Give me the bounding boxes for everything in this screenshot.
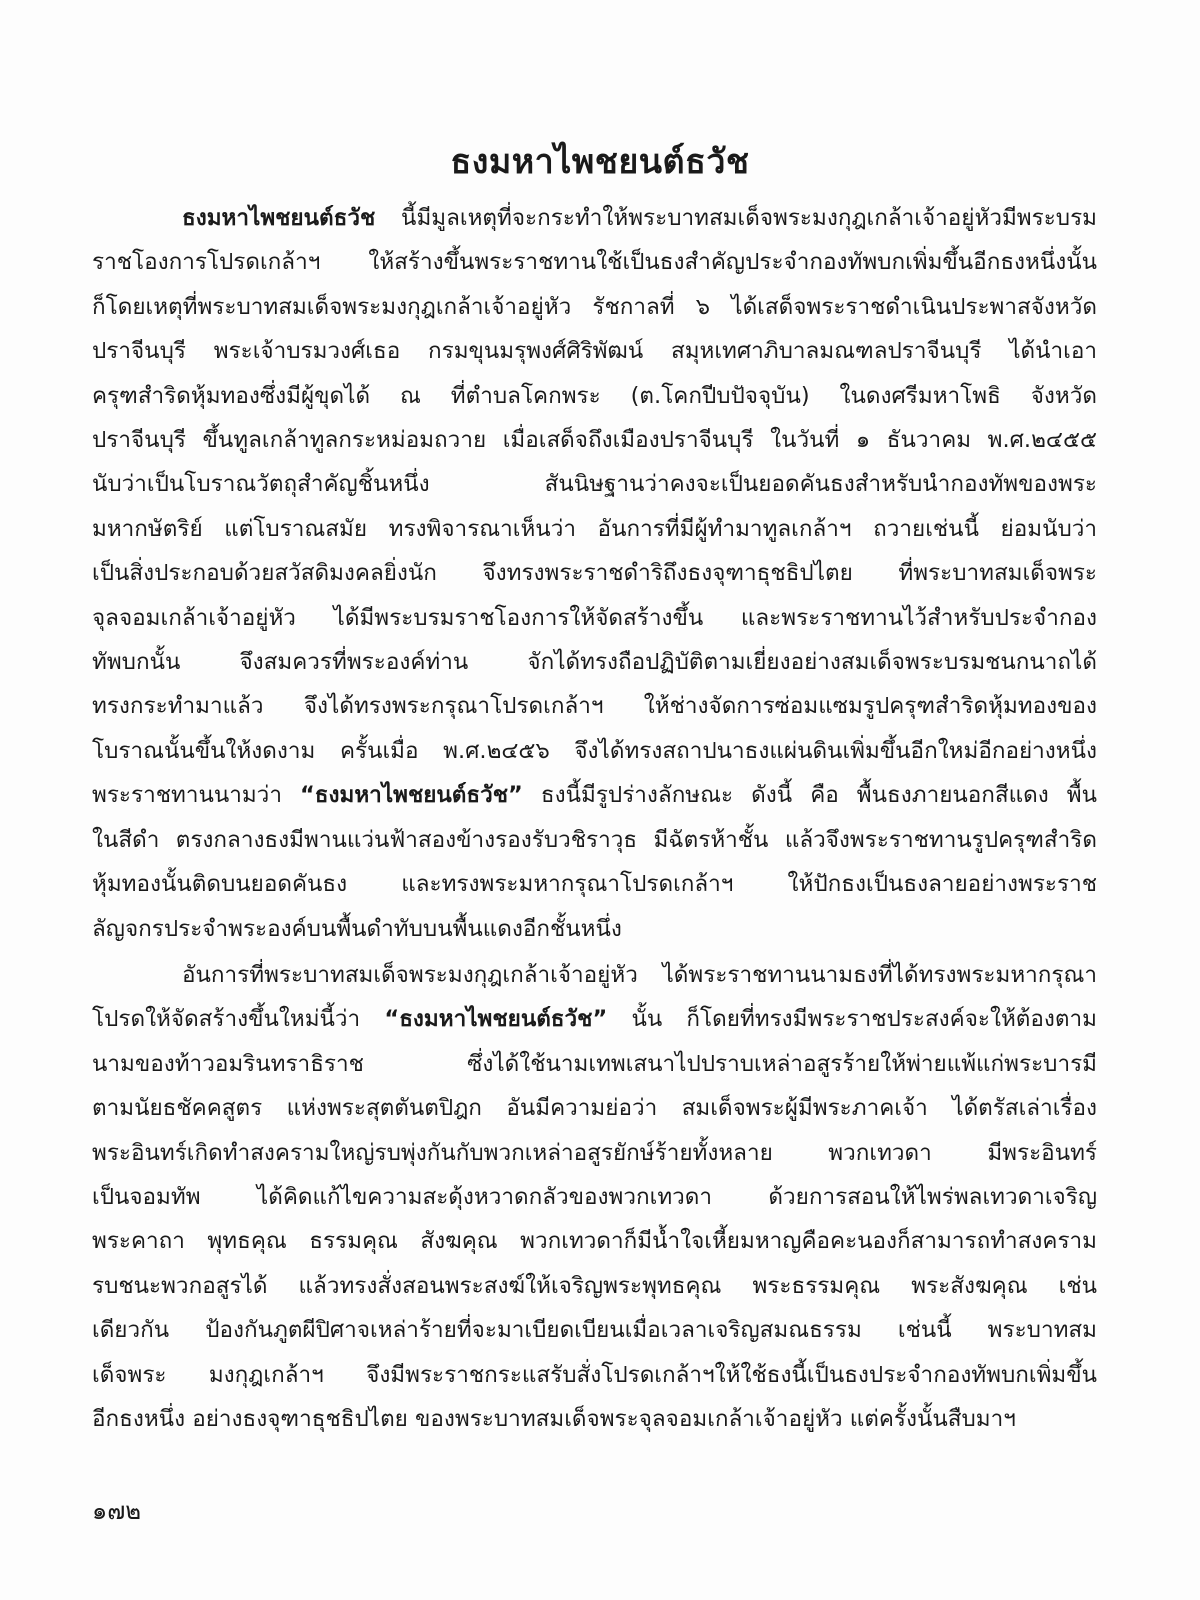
text-line: ครุฑสำริดหุ้มทองซึ่งมีผู้ขุดได้ ณ ที่ตำบลโคกพระ (ต.โคกปีบปัจจุบัน) ในดงศรีมหาโพธิ จังหวัด [92,382,1097,409]
text-line [92,196,1097,240]
text-line: ทัพบกนั้น จึงสมควรที่พระองค์ท่าน จักได้ทรงถือปฏิบัติตามเยี่ยงอย่างสมเด็จพระบรมชนกนาถได้ [92,649,1097,676]
line-text: ธงนี้มีรูปร่างลักษณะ ดังนี้ คือ พื้นธงภายนอกสีแดง พื้น [522,782,1097,809]
paragraph-1 [92,196,1097,951]
line-text: นี้มีมูลเหตุที่จะกระทำให้พระบาทสมเด็จพระมงกุฎเกล้าเจ้าอยู่หัวมีพระบรม [375,205,1097,231]
text-line: พระคาถา พุทธคุณ ธรรมคุณ สังฆคุณ พวกเทวดาก็มีน้ำใจเหี้ยมหาญคือคะนองก็สามารถทำสงคราม [92,1228,1097,1255]
line-text: โปรดให้จัดสร้างขึ้นใหม่นี้ว่า [92,1006,385,1033]
page-title: ธงมหาไพชยนต์ธวัช [450,142,750,182]
text-line: รบชนะพวกอสูรได้ แล้วทรงสั่งสอนพระสงฆ์ให้เจริญพระพุทธคุณ พระธรรมคุณ พระสังฆคุณ เช่น [92,1272,1097,1299]
text-line: หุ้มทองนั้นติดบนยอดคันธง และทรงพระมหากรุณาโปรดเกล้าฯ ให้ปักธงเป็นธงลายอย่างพระราช [92,871,1097,898]
text-line: อีกธงหนึ่ง อย่างธงจุฑาธุชธิปไตย ของพระบาทสมเด็จพระจุลจอมเกล้าเจ้าอยู่หัว แต่ครั้งนั้นสืบมาฯ [92,1405,1016,1432]
text-line: อันการที่พระบาทสมเด็จพระมงกุฎเกล้าเจ้าอยู่หัว ได้พระราชทานนามธงที่ได้ทรงพระมหากรุณา [182,961,1097,988]
text-line: ราชโองการโปรดเกล้าฯ ให้สร้างขึ้นพระราชทานใช้เป็นธงสำคัญประจำกองทัพบกเพิ่มขึ้นอีกธงหนึ่งนั้น [92,249,1097,276]
text-line: เดียวกัน ป้องกันภูตผีปิศาจเหล่าร้ายที่จะมาเบียดเบียนเมื่อเวลาเจริญสมณธรรม เช่นนี้ พระบาทสม [92,1317,1097,1344]
text-line: นามของท้าวอมรินทราธิราช ซึ่งได้ใช้นามเทพเสนาไปปราบเหล่าอสูรร้ายให้พ่ายแพ้แก่พระบารมี [92,1050,1097,1077]
text-line: นับว่าเป็นโบราณวัตถุสำคัญชิ้นหนึ่ง สันนิษฐานว่าคงจะเป็นยอดคันธงสำหรับนำกองทัพของพระ [92,471,1097,498]
text-line: ในสีดำ ตรงกลางธงมีพานแว่นฟ้าสองข้างรองรับวชิราวุธ มีฉัตรห้าชั้น แล้วจึงพระราชทานรูปครุฑสำริด [92,826,1097,853]
text-line: ก็โดยเหตุที่พระบาทสมเด็จพระมงกุฎเกล้าเจ้าอยู่หัว รัชกาลที่ ๖ ได้เสด็จพระราชดำเนินประพาสจังหวัด [92,293,1097,320]
bold-flag-name: ธงมหาไพชยนต์ธวัช [182,205,376,231]
text-line [92,997,1097,1041]
text-line: ปราจีนบุรี ขึ้นทูลเกล้าทูลกระหม่อมถวาย เมื่อเสด็จถึงเมืองปราจีนบุรี ในวันที่ ๑ ธันวาคม พ.ศ.๒๔๕๕ [92,427,1097,454]
text-line: เป็นสิ่งประกอบด้วยสวัสดิมงคลยิ่งนัก จึงทรงพระราชดำริถึงธงจุฑาธุชธิปไตย ที่พระบาทสมเด็จพระ [92,560,1097,587]
text-line: โบราณนั้นขึ้นให้งดงาม ครั้นเมื่อ พ.ศ.๒๔๕๖ จึงได้ทรงสถาปนาธงแผ่นดินเพิ่มขึ้นอีกใหม่อีกอย่างหนึ่ง [92,737,1097,764]
text-line: เป็นจอมทัพ ได้คิดแก้ไขความสะดุ้งหวาดกลัวของพวกเทวดา ด้วยการสอนให้ไพร่พลเทวดาเจริญ [92,1183,1097,1210]
page-number: ๑๗๒ [92,1497,142,1525]
text-line: เด็จพระ มงกุฎเกล้าฯ จึงมีพระราชกระแสรับสั่งโปรดเกล้าฯให้ใช้ธงนี้เป็นธงประจำกองทัพบกเพิ่มขึ้น [92,1361,1097,1388]
bold-flag-name: “ธงมหาไพชยนต์ธวัช” [384,1006,608,1033]
line-text: พระราชทานนามว่า [92,782,301,809]
text-line: ทรงกระทำมาแล้ว จึงได้ทรงพระกรุณาโปรดเกล้าฯ ให้ช่างจัดการซ่อมแซมรูปครุฑสำริดหุ้มทองของ [92,693,1097,720]
line-text: นั้น ก็โดยที่ทรงมีพระราชประสงค์จะให้ต้องตาม [607,1006,1097,1033]
text-line: มหากษัตริย์ แต่โบราณสมัย ทรงพิจารณาเห็นว่า อันการที่มีผู้ทำมาทูลเกล้าฯ ถวายเช่นนี้ ย่อมนับว่า [92,515,1097,542]
text-line: พระอินทร์เกิดทำสงครามใหญ่รบพุ่งกันกับพวกเหล่าอสูรยักษ์ร้ายทั้งหลาย พวกเทวดา มีพระอินทร์ [92,1139,1097,1166]
bold-flag-name: “ธงมหาไพชยนต์ธวัช” [300,782,523,809]
text-line: ลัญจกรประจำพระองค์บนพื้นดำทับบนพื้นแดงอีกชั้นหนึ่ง [92,915,622,942]
text-line [92,773,1097,817]
paragraph-2 [92,953,1097,1441]
text-line: ตามนัยธชัคคสูตร แห่งพระสุตตันตปิฎก อันมีความย่อว่า สมเด็จพระผู้มีพระภาคเจ้า ได้ตรัสเล่าเรื่อง [92,1095,1097,1122]
text-line: จุลจอมเกล้าเจ้าอยู่หัว ได้มีพระบรมราชโองการให้จัดสร้างขึ้น และพระราชทานไว้สำหรับประจำกอง [92,604,1097,631]
text-line: ปราจีนบุรี พระเจ้าบรมวงศ์เธอ กรมขุนมรุพงศ์ศิริพัฒน์ สมุหเทศาภิบาลมณฑลปราจีนบุรี ได้นำเอา [92,338,1097,365]
body-text [92,196,1097,1441]
